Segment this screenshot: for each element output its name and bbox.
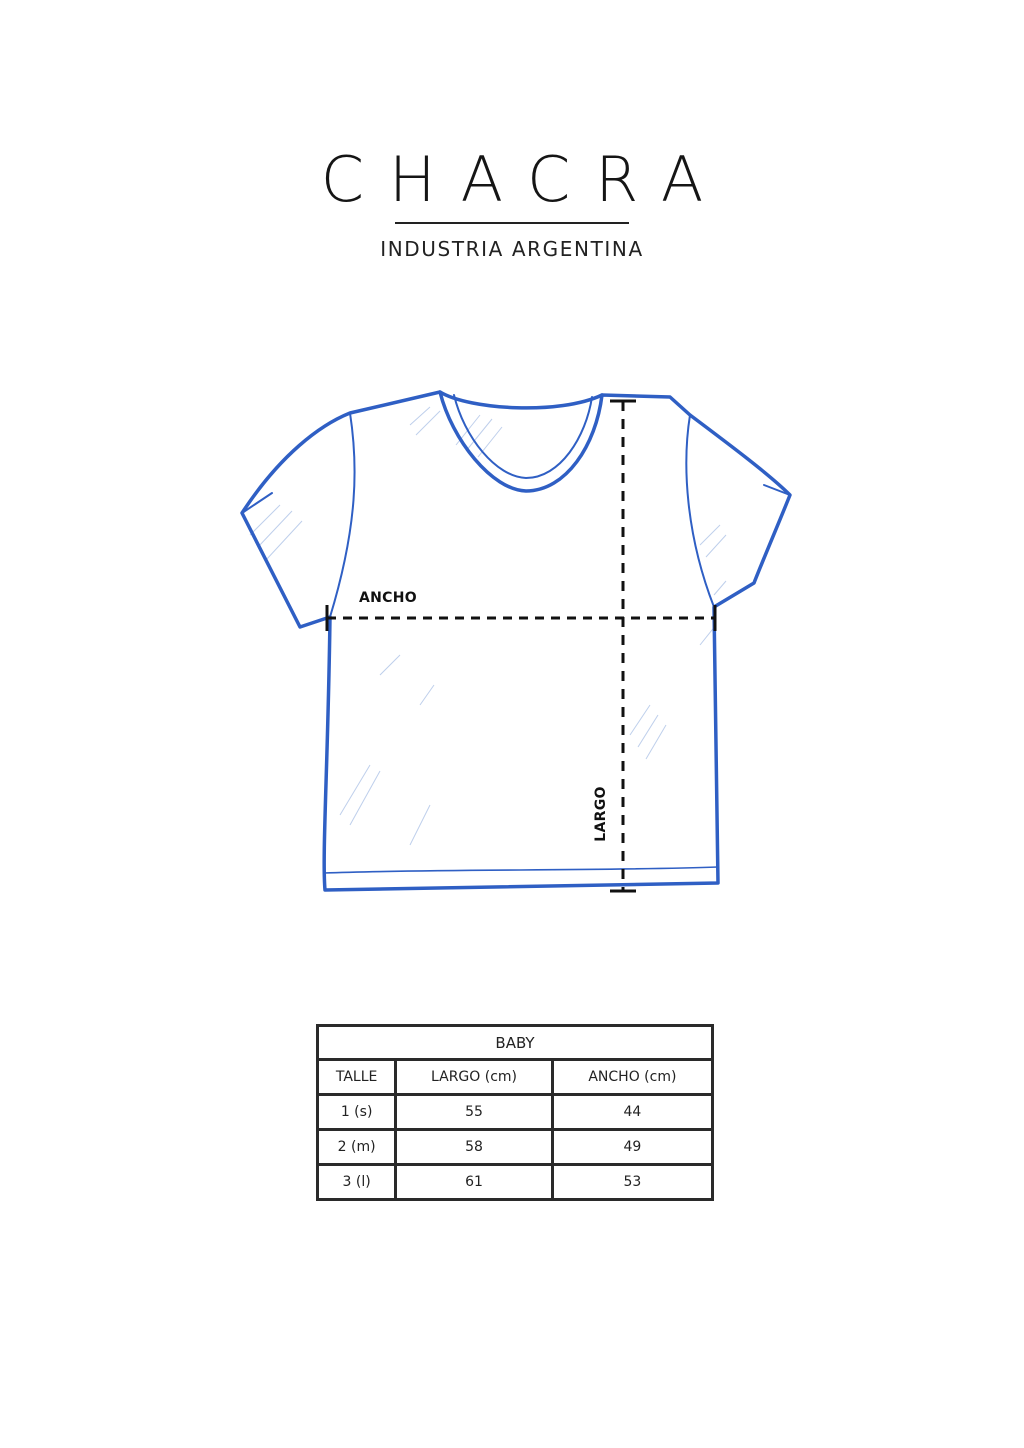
- brand-subtitle: INDUSTRIA ARGENTINA: [380, 237, 644, 261]
- measure-lines: [327, 401, 715, 891]
- brand-header: [0, 138, 1024, 261]
- cell-ancho: 53: [552, 1165, 712, 1200]
- brand-logo: CHACRA: [320, 143, 729, 216]
- cell-talle: 3 (l): [318, 1165, 396, 1200]
- cell-largo: 55: [396, 1095, 553, 1130]
- largo-label: LARGO: [593, 786, 609, 842]
- size-table: [316, 1024, 714, 1201]
- header-ancho: ANCHO (cm): [552, 1060, 712, 1095]
- cell-largo: 58: [396, 1130, 553, 1165]
- table-row: [318, 1095, 713, 1130]
- tshirt-outline: [242, 392, 790, 890]
- table-row: [318, 1130, 713, 1165]
- cell-largo: 61: [396, 1165, 553, 1200]
- cell-talle: 1 (s): [318, 1095, 396, 1130]
- ancho-label: ANCHO: [359, 590, 417, 606]
- table-header-row: [318, 1060, 713, 1095]
- cell-talle: 2 (m): [318, 1130, 396, 1165]
- header-talle: TALLE: [318, 1060, 396, 1095]
- table-row: [318, 1165, 713, 1200]
- cell-ancho: 44: [552, 1095, 712, 1130]
- table-title: BABY: [318, 1026, 713, 1060]
- tshirt-diagram: [230, 385, 810, 905]
- cell-ancho: 49: [552, 1130, 712, 1165]
- brand-divider: [395, 222, 629, 224]
- header-largo: LARGO (cm): [396, 1060, 553, 1095]
- table-title-row: [318, 1026, 713, 1060]
